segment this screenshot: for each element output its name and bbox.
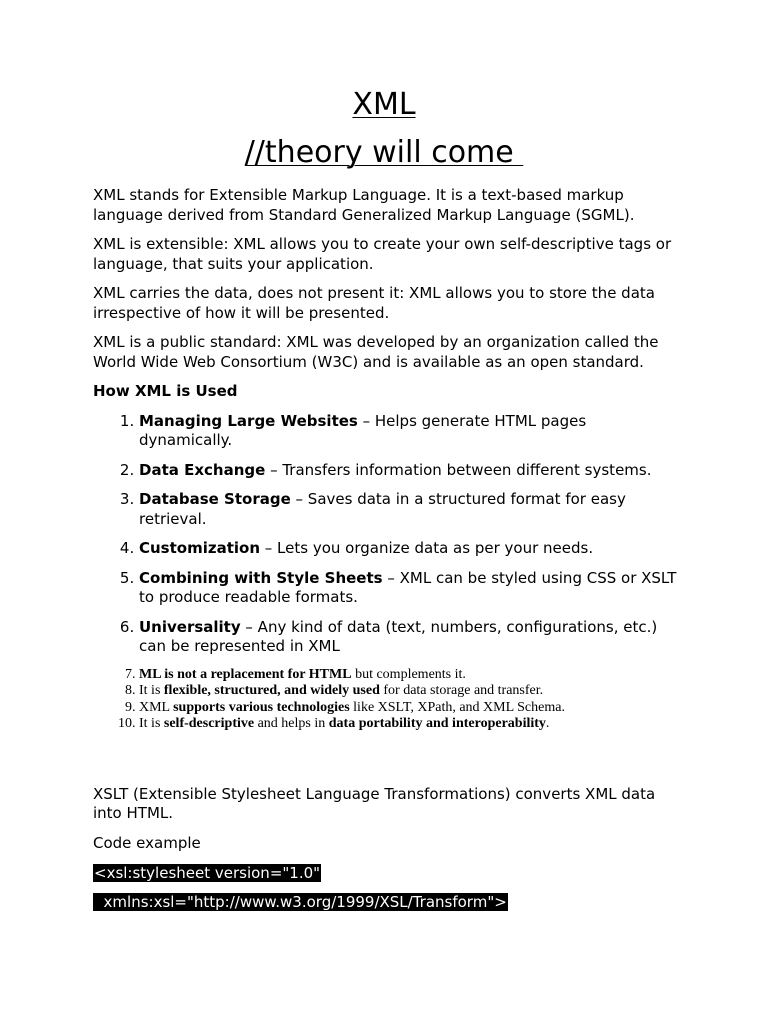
list-item — [139, 539, 683, 559]
list-item-desc: – Helps generate HTML pages dynamically. — [139, 411, 587, 449]
bold-run: data portability and interoperability — [328, 716, 546, 731]
list-item-desc: – Any kind of data (text, numbers, configurations, etc.) can be represented in XML — [139, 617, 658, 655]
list-item — [139, 569, 683, 608]
paragraph-definition: XML stands for Extensible Markup Language. It is a text-based markup language derived from Standard Generalized Markup Language (SGML). — [93, 186, 635, 224]
list-item — [139, 667, 683, 684]
list-item — [139, 700, 683, 717]
document-title-text: XML — [352, 87, 416, 122]
uses-list — [93, 412, 683, 657]
list-item-desc: – Transfers information between different systems. — [265, 460, 652, 479]
list-item-term: Data Exchange — [139, 460, 266, 479]
paragraph-carries-data: XML carries the data, does not present it: XML allows you to store the data irrespective of how it will be presented. — [93, 284, 655, 322]
bold-run: supports various technologies — [173, 699, 350, 715]
list-item — [139, 412, 683, 451]
text-run: but complements it. — [351, 666, 466, 682]
bold-run: flexible, structured, and widely used — [163, 683, 380, 698]
list-item — [139, 683, 683, 700]
list-item-desc: – XML can be styled using CSS or XSLT to produce readable formats. — [139, 568, 677, 606]
paragraph-extensible: XML is extensible: XML allows you to create your own self-descriptive tags or language, that suits your application. — [93, 235, 672, 273]
document-subtitle — [93, 134, 675, 172]
bold-run: self-descriptive — [163, 716, 255, 731]
document-title — [93, 86, 675, 124]
section-heading-uses: How XML is Used — [93, 382, 238, 400]
code-line: xmlns:xsl="http://www.w3.org/1999/XSL/Transform"> — [94, 893, 507, 911]
list-item-desc: – Lets you organize data as per your needs. — [260, 539, 594, 557]
list-item-desc: – Saves data in a structured format for easy retrieval. — [139, 490, 626, 528]
list-item-term: Universality — [139, 617, 241, 636]
text-run: It is — [139, 683, 164, 698]
text-run: XML — [139, 699, 174, 715]
bold-run: ML is not a replacement for HTML — [139, 666, 352, 682]
text-run: . — [545, 716, 550, 731]
list-item-term: Customization — [139, 539, 261, 557]
code-example-label: Code example — [93, 833, 201, 852]
text-run: for data storage and transfer. — [379, 683, 544, 698]
list-item-term: Database Storage — [139, 490, 291, 508]
list-item-term: Combining with Style Sheets — [139, 568, 383, 587]
code-line-2-wrap — [93, 892, 683, 911]
extra-points-list — [93, 667, 683, 733]
document-page — [93, 86, 683, 911]
code-line-1-wrap — [93, 863, 683, 882]
text-run: like XSLT, XPath, and XML Schema. — [349, 699, 565, 715]
paragraph-xslt: XSLT (Extensible Stylesheet Language Transformations) converts XML data into HTML. — [93, 784, 656, 822]
list-item — [139, 490, 683, 529]
list-item — [139, 716, 683, 733]
blank-space — [93, 733, 683, 775]
text-run: and helps in — [254, 716, 329, 731]
list-item — [139, 618, 683, 657]
list-item-term: Managing Large Websites — [139, 411, 358, 430]
text-run: It is — [139, 716, 164, 731]
paragraph-public-standard: XML is a public standard: XML was developed by an organization called the World Wide Web Consortium (W3C) and is available as an open standard. — [93, 333, 659, 371]
list-item — [139, 461, 683, 481]
code-line: <xsl:stylesheet version="1.0" — [94, 864, 321, 882]
document-subtitle-text: //theory will come — [244, 135, 524, 170]
